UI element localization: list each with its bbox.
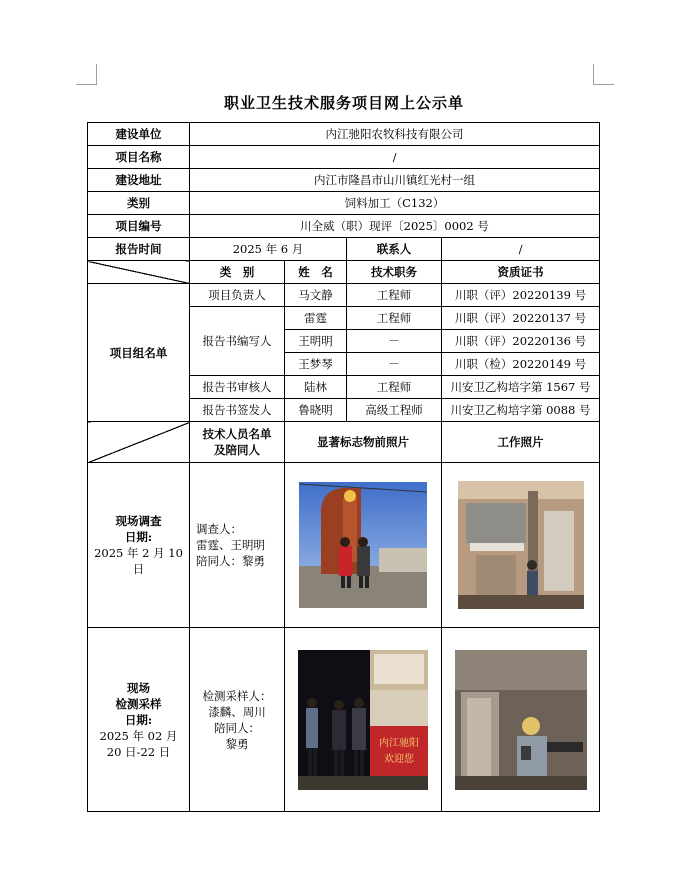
sampling-label-line1: 现场	[127, 680, 150, 695]
project-no-value: 川全威（职）现评〔2025〕0002 号	[190, 215, 600, 238]
contact-label: 联系人	[347, 238, 442, 261]
row-category	[88, 192, 600, 215]
notice-table	[87, 122, 600, 812]
sampling-companion-label: 陪同人：	[214, 720, 260, 735]
team-label: 项目组名单	[88, 284, 190, 422]
writer-cert: 川职（评）20220136 号	[442, 330, 600, 353]
work-photo-sampling	[455, 650, 587, 790]
sampling-label-cell	[88, 628, 190, 812]
writer-title: －	[347, 353, 442, 376]
row-project-no	[88, 215, 600, 238]
team-header-row	[88, 261, 600, 284]
reviewer-title: 工程师	[347, 376, 442, 399]
investigator-label: 调查人：	[196, 522, 242, 536]
writer-title: 工程师	[347, 307, 442, 330]
samplers: 漆麟、周川	[208, 704, 266, 719]
sampling-staff-cell	[190, 628, 285, 812]
writer-name: 雷霆	[285, 307, 347, 330]
header-title: 技术职务	[347, 261, 442, 284]
unit-value: 内江驰阳农牧科技有限公司	[190, 123, 600, 146]
survey-companion: 陪同人：黎勇	[196, 554, 265, 568]
writer-cert: 川职（评）20220137 号	[442, 307, 600, 330]
team-row-lead	[88, 284, 600, 307]
survey-work-photo-cell	[442, 463, 600, 628]
header-cert: 资质证书	[442, 261, 600, 284]
project-name-value: /	[190, 146, 600, 169]
crop-mark-top-right	[593, 64, 614, 85]
survey-label-line1: 现场调查	[115, 514, 162, 528]
project-name-label: 项目名称	[88, 146, 190, 169]
work-photo-survey	[458, 481, 584, 609]
row-project-name	[88, 146, 600, 169]
writers-role: 报告书编写人	[190, 307, 285, 376]
crop-mark-top-left	[76, 64, 97, 85]
survey-label-cell	[88, 463, 190, 628]
header-category: 类 别	[190, 261, 285, 284]
sampling-companion: 黎勇	[225, 736, 249, 751]
writer-name: 王梦琴	[285, 353, 347, 376]
diagonal-cell	[88, 261, 190, 284]
survey-staff-cell	[190, 463, 285, 628]
survey-date: 2025 年 2 月 10 日	[94, 546, 183, 576]
address-value: 内江市隆昌市山川镇红光村一组	[190, 169, 600, 192]
diagonal-cell	[88, 422, 190, 463]
sampling-row	[88, 628, 600, 812]
landmark-photo-sampling	[298, 650, 428, 790]
lead-cert: 川职（评）20220139 号	[442, 284, 600, 307]
category-value: 饲料加工（C132）	[190, 192, 600, 215]
banner-text-1: 内江驰阳	[379, 737, 419, 749]
landmark-header: 显著标志物前照片	[285, 422, 442, 463]
lead-role: 项目负责人	[190, 284, 285, 307]
signer-name: 鲁晓明	[285, 399, 347, 422]
signer-title: 高级工程师	[347, 399, 442, 422]
landmark-photo-survey	[299, 482, 427, 608]
sampling-work-photo-cell	[442, 628, 600, 812]
reviewer-cert: 川安卫乙构培字第 1567 号	[442, 376, 600, 399]
survey-landmark-photo-cell	[285, 463, 442, 628]
signer-role: 报告书签发人	[190, 399, 285, 422]
survey-row	[88, 463, 600, 628]
signer-cert: 川安卫乙构培字第 0088 号	[442, 399, 600, 422]
header-name: 姓 名	[285, 261, 347, 284]
category-label: 类别	[88, 192, 190, 215]
sampling-date: 2025 年 02 月 20 日-22 日	[99, 728, 178, 759]
report-time-value: 2025 年 6 月	[190, 238, 347, 261]
sampling-label-line3: 日期:	[124, 712, 153, 727]
sampling-landmark-photo-cell	[285, 628, 442, 812]
banner-text-2: 欢迎您	[384, 753, 414, 765]
lead-title: 工程师	[347, 284, 442, 307]
investigators: 雷霆、王明明	[196, 538, 265, 552]
staff-header-line1: 技术人员名单	[202, 427, 272, 441]
survey-label-line2: 日期:	[124, 530, 153, 544]
reviewer-name: 陆林	[285, 376, 347, 399]
staff-header-line2: 及陪同人	[214, 443, 260, 457]
project-no-label: 项目编号	[88, 215, 190, 238]
photo-header-row	[88, 422, 600, 463]
reviewer-role: 报告书审核人	[190, 376, 285, 399]
work-header: 工作照片	[442, 422, 600, 463]
writer-title: －	[347, 330, 442, 353]
report-time-label: 报告时间	[88, 238, 190, 261]
sampler-label: 检测采样人：	[202, 688, 272, 703]
unit-label: 建设单位	[88, 123, 190, 146]
contact-value: /	[442, 238, 600, 261]
address-label: 建设地址	[88, 169, 190, 192]
sampling-label-line2: 检测采样	[115, 696, 162, 711]
staff-header	[190, 422, 285, 463]
lead-name: 马文静	[285, 284, 347, 307]
document-title: 职业卫生技术服务项目网上公示单	[223, 94, 464, 112]
writer-cert: 川职（检）20220149 号	[442, 353, 600, 376]
row-unit	[88, 123, 600, 146]
row-report-time	[88, 238, 600, 261]
row-address	[88, 169, 600, 192]
writer-name: 王明明	[285, 330, 347, 353]
